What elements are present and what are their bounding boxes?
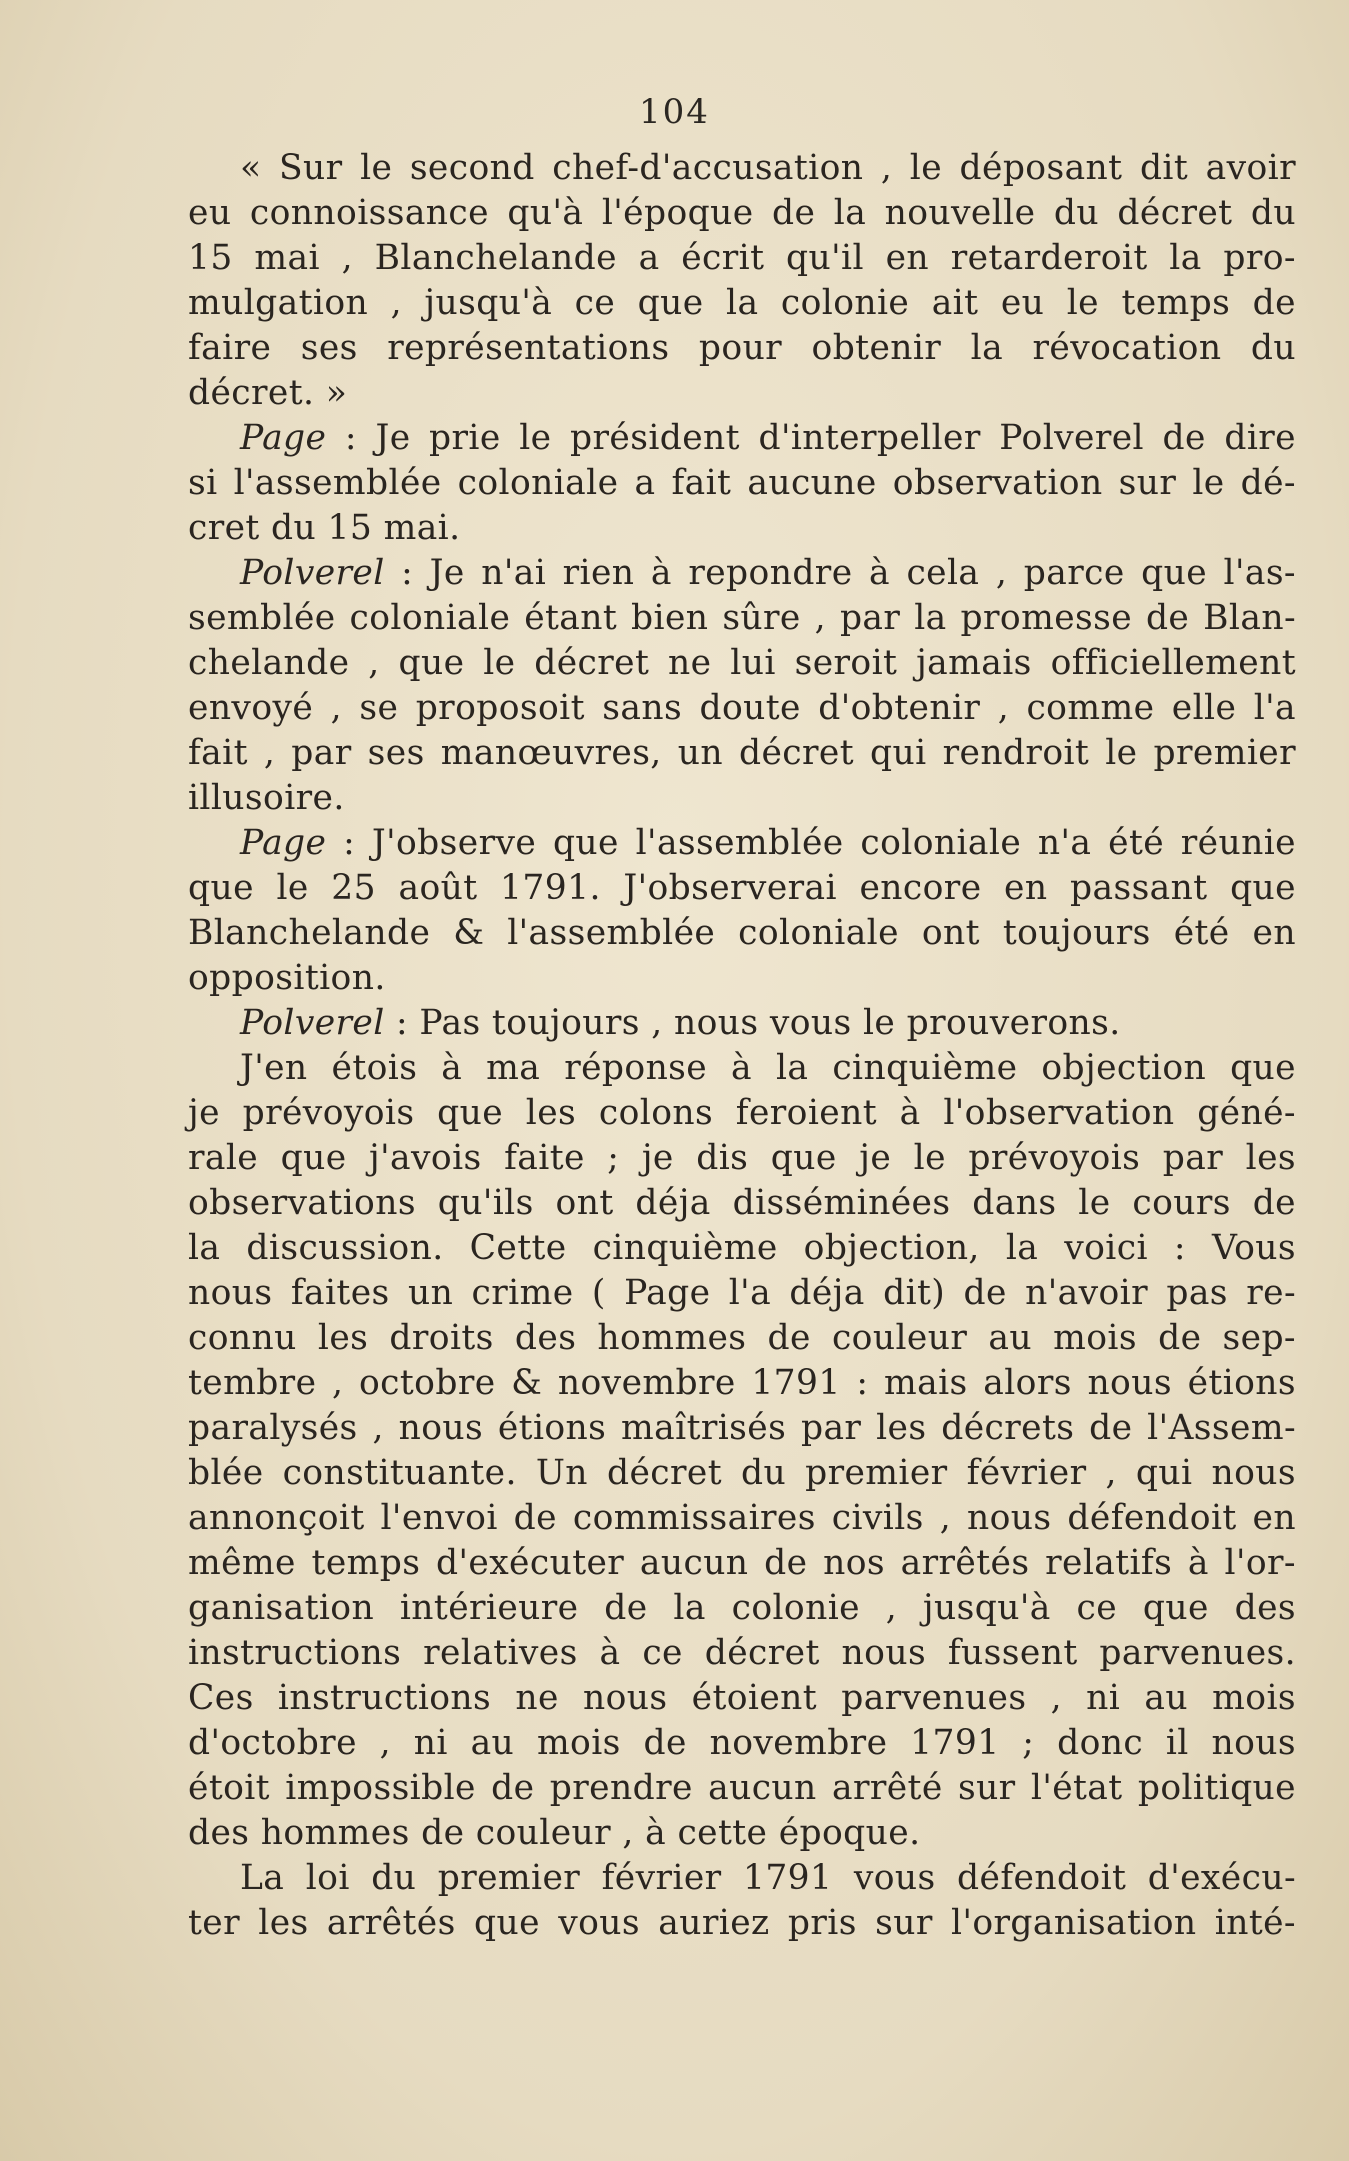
page-number: 104	[639, 92, 710, 132]
text-line	[188, 1001, 1296, 1046]
line-text: : Pas toujours , nous vous le prouverons.	[384, 1003, 1121, 1043]
speaker-name: Polverel	[240, 1003, 385, 1043]
text-line	[188, 641, 1296, 686]
line-text: Ces instructions ne nous étoient parvenues , ni au mois	[188, 1678, 1296, 1718]
text-line	[188, 1766, 1296, 1811]
text-line	[188, 281, 1296, 326]
line-text: annonçoit l'envoi de commissaires civils , nous défendoit en	[188, 1498, 1296, 1538]
text-line	[188, 551, 1296, 596]
line-text: paralysés , nous étions maîtrisés par les décrets de l'Assem-	[188, 1408, 1296, 1448]
line-text: instructions relatives à ce décret nous fussent parvenues.	[188, 1633, 1296, 1673]
line-text: J'en étois à ma réponse à la cinquième objection que	[240, 1048, 1296, 1088]
text-line	[188, 956, 1296, 1001]
text-line	[188, 866, 1296, 911]
text-line	[188, 731, 1296, 776]
line-text: même temps d'exécuter aucun de nos arrêtés relatifs à l'or-	[188, 1543, 1296, 1583]
line-text: : Je n'ai rien à repondre à cela , parce que l'as-	[384, 553, 1296, 593]
text-line	[188, 1856, 1296, 1901]
line-text: observations qu'ils ont déja disséminées dans le cours de	[188, 1183, 1296, 1223]
body-text	[188, 146, 1296, 1946]
text-line	[188, 1541, 1296, 1586]
text-line	[188, 1136, 1296, 1181]
text-line	[188, 1676, 1296, 1721]
line-text: « Sur le second chef-d'accusation , le déposant dit avoir	[240, 148, 1296, 188]
text-line	[188, 416, 1296, 461]
text-line	[188, 1496, 1296, 1541]
line-text: semblée coloniale étant bien sûre , par la promesse de Blan-	[188, 598, 1296, 638]
speaker-name: Polverel	[240, 553, 385, 593]
line-text: ter les arrêtés que vous auriez pris sur l'organisation inté-	[188, 1903, 1296, 1943]
text-line	[188, 1091, 1296, 1136]
line-text: tembre , octobre & novembre 1791 : mais alors nous étions	[188, 1363, 1296, 1403]
text-line	[188, 776, 1296, 821]
line-text: la discussion. Cette cinquième objection, la voici : Vous	[188, 1228, 1296, 1268]
text-line	[188, 1316, 1296, 1361]
text-line	[188, 1721, 1296, 1766]
line-text: faire ses représentations pour obtenir la révocation du	[188, 328, 1296, 368]
line-text: chelande , que le décret ne lui seroit jamais officiellement	[188, 643, 1296, 683]
line-text: si l'assemblée coloniale a fait aucune observation sur le dé-	[188, 463, 1296, 503]
text-line	[188, 1631, 1296, 1676]
text-line	[188, 506, 1296, 551]
text-line	[188, 461, 1296, 506]
text-line	[188, 1451, 1296, 1496]
line-text: cret du 15 mai.	[188, 508, 461, 548]
text-line	[188, 1226, 1296, 1271]
text-line	[188, 1271, 1296, 1316]
text-line	[188, 1361, 1296, 1406]
line-text: des hommes de couleur , à cette époque.	[188, 1813, 921, 1853]
text-line	[188, 1811, 1296, 1856]
text-line	[188, 236, 1296, 281]
text-line	[188, 1406, 1296, 1451]
text-line	[188, 1181, 1296, 1226]
text-line	[188, 371, 1296, 416]
line-text: illusoire.	[188, 778, 345, 818]
line-text: blée constituante. Un décret du premier février , qui nous	[188, 1453, 1296, 1493]
line-text: : Je prie le président d'interpeller Polverel de dire	[326, 418, 1296, 458]
text-line	[188, 146, 1296, 191]
line-text: étoit impossible de prendre aucun arrêté sur l'état politique	[188, 1768, 1296, 1808]
text-line	[188, 1586, 1296, 1631]
line-text: Blanchelande & l'assemblée coloniale ont toujours été en	[188, 913, 1296, 953]
line-text: eu connoissance qu'à l'époque de la nouvelle du décret du	[188, 193, 1296, 233]
line-text: fait , par ses manœuvres, un décret qui rendroit le premier	[188, 733, 1296, 773]
line-text: connu les droits des hommes de couleur au mois de sep-	[188, 1318, 1296, 1358]
text-line	[188, 1046, 1296, 1091]
line-text: ganisation intérieure de la colonie , jusqu'à ce que des	[188, 1588, 1296, 1628]
text-line	[188, 191, 1296, 236]
text-line	[188, 821, 1296, 866]
text-line	[188, 596, 1296, 641]
text-line	[188, 326, 1296, 371]
line-text: d'octobre , ni au mois de novembre 1791 ; donc il nous	[188, 1723, 1296, 1763]
speaker-name: Page	[240, 823, 327, 863]
line-text: 15 mai , Blanchelande a écrit qu'il en retarderoit la pro-	[188, 238, 1296, 278]
line-text: décret. »	[188, 373, 348, 413]
line-text: nous faites un crime ( Page l'a déja dit) de n'avoir pas re-	[188, 1273, 1296, 1313]
text-line	[188, 911, 1296, 956]
line-text: opposition.	[188, 958, 386, 998]
line-text: envoyé , se proposoit sans doute d'obtenir , comme elle l'a	[188, 688, 1296, 728]
line-text: rale que j'avois faite ; je dis que je le prévoyois par les	[188, 1138, 1296, 1178]
line-text: que le 25 août 1791. J'observerai encore en passant que	[188, 868, 1296, 908]
line-text: La loi du premier février 1791 vous défendoit d'exécu-	[240, 1858, 1296, 1898]
line-text: je prévoyois que les colons feroient à l'observation géné-	[188, 1093, 1296, 1133]
text-line	[188, 1901, 1296, 1946]
line-text: mulgation , jusqu'à ce que la colonie ait eu le temps de	[188, 283, 1296, 323]
text-line	[188, 686, 1296, 731]
line-text: : J'observe que l'assemblée coloniale n'a été réunie	[326, 823, 1296, 863]
speaker-name: Page	[240, 418, 327, 458]
